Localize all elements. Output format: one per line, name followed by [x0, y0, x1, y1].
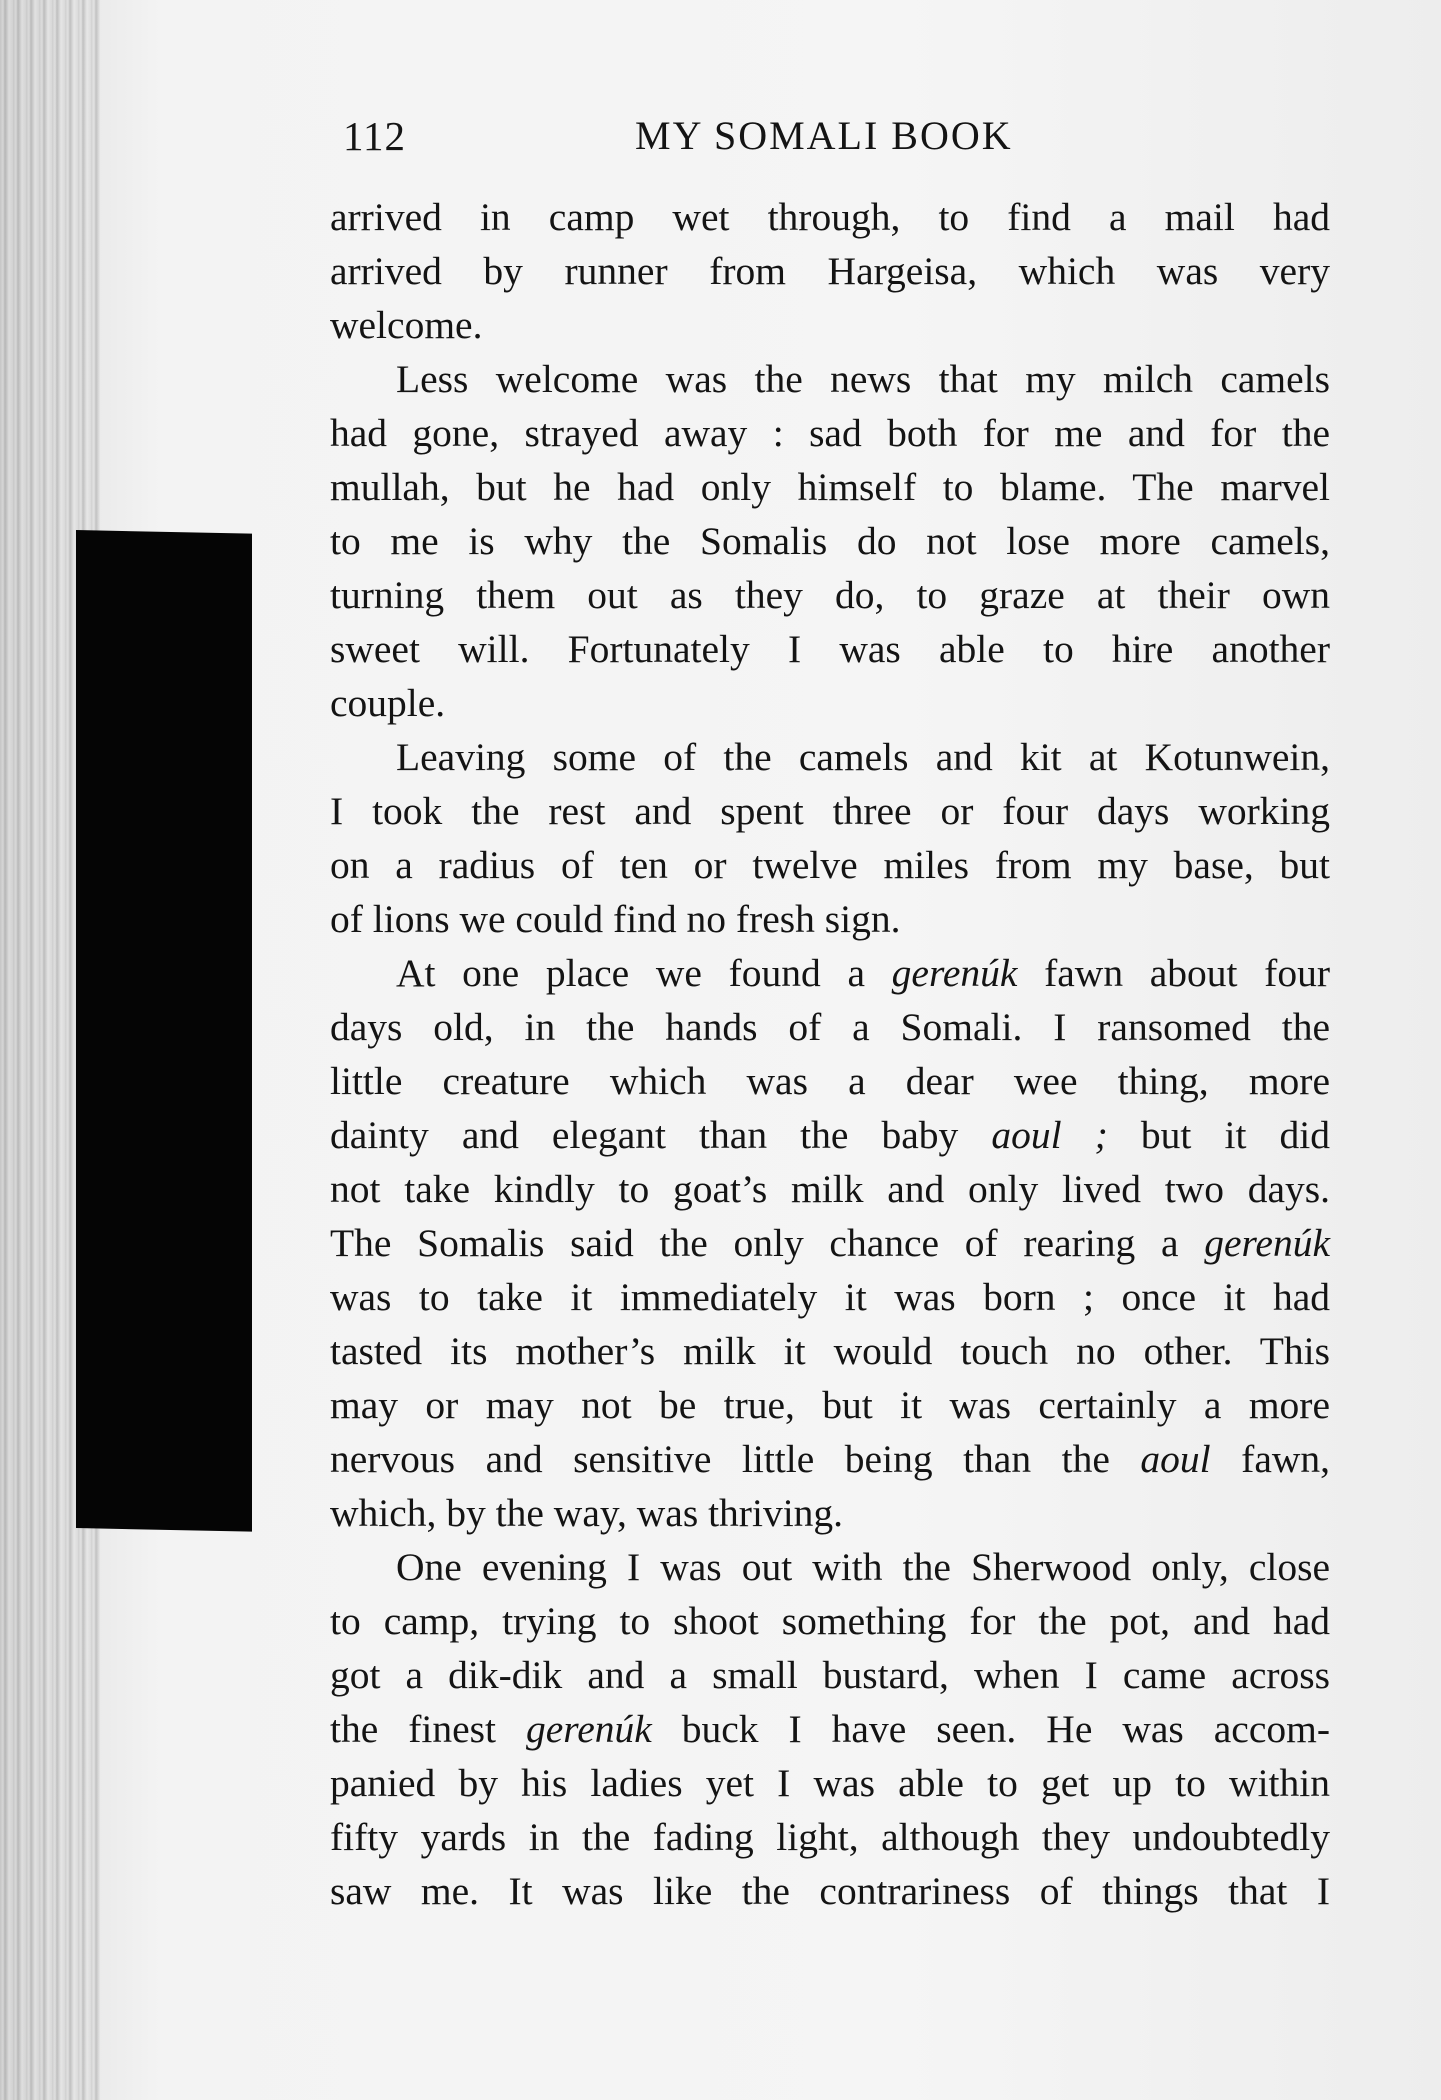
- text-line: may or may not be true, but it was certainly a more: [330, 1383, 1330, 1427]
- text-line: welcome.: [330, 303, 483, 347]
- text-line: was to take it immediately it was born ; once it had: [330, 1275, 1330, 1319]
- text-line: to me is why the Somalis do not lose more camels,: [330, 519, 1330, 563]
- text-line: the finest gerenúk buck I have seen. He was accom-: [330, 1707, 1330, 1751]
- text-line: dainty and elegant than the baby aoul ; but it did: [330, 1113, 1330, 1157]
- text-line: Less welcome was the news that my milch camels: [396, 357, 1330, 401]
- text-line: saw me. It was like the contrariness of things that I: [330, 1869, 1330, 1913]
- text-line: Leaving some of the camels and kit at Kotunwein,: [396, 735, 1330, 779]
- text-line: turning them out as they do, to graze at their own: [330, 573, 1330, 617]
- text-line: couple.: [330, 681, 446, 725]
- text-line: One evening I was out with the Sherwood only, close: [396, 1545, 1330, 1589]
- text-line: arrived in camp wet through, to find a mail had: [330, 195, 1330, 239]
- text-line: little creature which was a dear wee thing, more: [330, 1059, 1330, 1103]
- text-line: mullah, but he had only himself to blame. The marvel: [330, 465, 1330, 509]
- book-title: MY SOMALI BOOK: [635, 113, 1013, 158]
- text-line: sweet will. Fortunately I was able to hire another: [330, 627, 1330, 671]
- black-page-marker: [76, 530, 252, 1532]
- page-number: 112: [343, 113, 406, 159]
- text-line: to camp, trying to shoot something for the pot, and had: [330, 1599, 1330, 1643]
- text-line: panied by his ladies yet I was able to get up to within: [330, 1761, 1330, 1805]
- text-line: got a dik-dik and a small bustard, when I came across: [330, 1653, 1330, 1697]
- running-head: [330, 112, 1330, 172]
- text-line: fifty yards in the fading light, although they undoubtedly: [330, 1815, 1330, 1859]
- text-line: had gone, strayed away : sad both for me and for the: [330, 411, 1330, 455]
- text-line: At one place we found a gerenúk fawn about four: [396, 951, 1330, 995]
- text-line: tasted its mother’s milk it would touch no other. This: [330, 1329, 1330, 1373]
- text-line: days old, in the hands of a Somali. I ransomed the: [330, 1005, 1330, 1049]
- text-line: of lions we could find no fresh sign.: [330, 897, 901, 941]
- body-text: [330, 190, 1330, 1918]
- text-line: nervous and sensitive little being than the aoul fawn,: [330, 1437, 1330, 1481]
- text-line: arrived by runner from Hargeisa, which was very: [330, 249, 1330, 293]
- text-line: which, by the way, was thriving.: [330, 1491, 844, 1535]
- text-line: I took the rest and spent three or four days working: [330, 789, 1330, 833]
- text-line: on a radius of ten or twelve miles from my base, but: [330, 843, 1330, 887]
- text-line: The Somalis said the only chance of rearing a gerenúk: [330, 1221, 1330, 1265]
- text-line: not take kindly to goat’s milk and only lived two days.: [330, 1167, 1330, 1211]
